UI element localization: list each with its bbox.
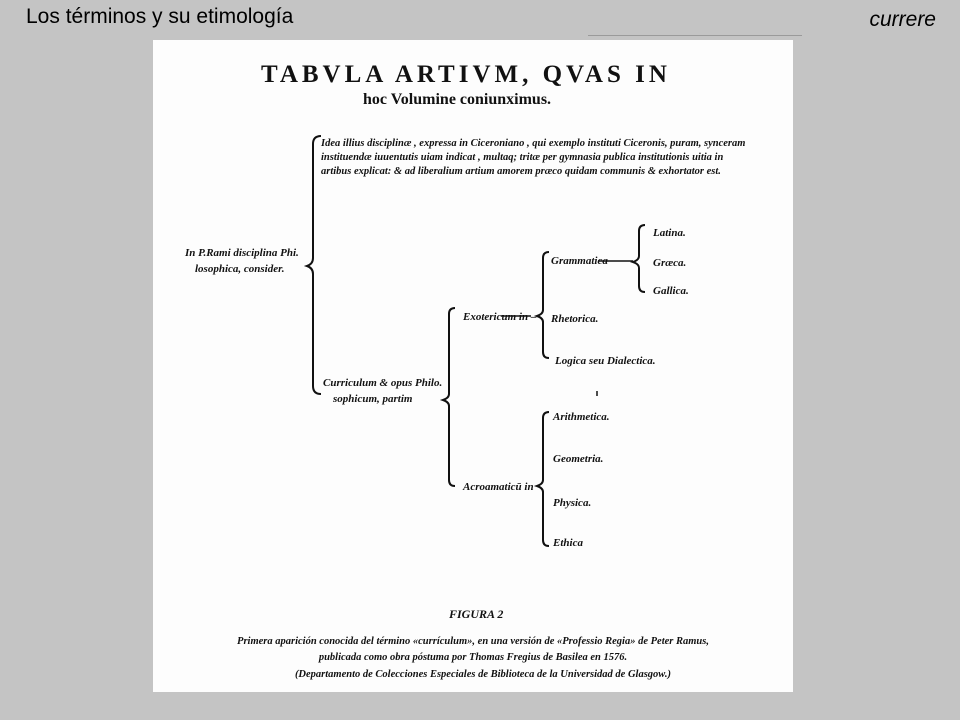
idea-line-2: instituendæ iuuentutis uiam indicat , multaq; tritæ per gymnasia publica institutionis uitia in xyxy=(321,152,724,163)
caption-line-3: (Departamento de Colecciones Especiales de Biblioteca de la Universidad de Glasgow.) xyxy=(294,669,672,680)
acroamaticum-label: Acroamaticū in xyxy=(463,481,534,493)
title-rule xyxy=(588,35,802,36)
language-latina: Latina. xyxy=(653,227,686,239)
root-bracket xyxy=(307,136,321,394)
tree-diagram xyxy=(153,40,793,692)
caption-line-2: publicada como obra póstuma por Thomas Fregius de Basilea en 1576. xyxy=(318,652,628,663)
root-line-2: losophica, consider. xyxy=(195,263,285,275)
language-gallica: Gallica. xyxy=(653,285,689,297)
heading-line-2: hoc Volumine coniunximus. xyxy=(363,91,552,108)
acro-item-physica: Physica. xyxy=(553,497,592,509)
curriculum-line-2: sophicum, partim xyxy=(333,393,413,405)
acro-item-arithmetica: Arithmetica. xyxy=(553,411,610,423)
root-line-1: In P.Rami disciplina Phi. xyxy=(185,247,299,259)
scanned-figure xyxy=(153,40,793,692)
idea-line-1: Idea illius disciplinæ , expressa in Ciceroniano , qui exemplo instituti Ciceronis, puram, synceram xyxy=(321,138,746,149)
language-graeca: Græca. xyxy=(653,257,687,269)
slide-tag: currere xyxy=(869,8,936,31)
acroamaticum-bracket xyxy=(537,412,549,546)
grammatica-label: Grammatica xyxy=(551,255,608,267)
curriculum-line-1: Curriculum & opus Philo. xyxy=(323,377,443,389)
slide-title: Los términos y su etimología xyxy=(26,5,294,28)
exotericum-bracket xyxy=(537,252,549,358)
curriculum-bracket xyxy=(443,308,455,486)
logica-label: Logica seu Dialectica. xyxy=(555,355,656,367)
grammatica-bracket xyxy=(633,225,645,292)
acro-item-ethica: Ethica xyxy=(553,537,583,549)
heading-line-1: TABVLA ARTIVM, QVAS IN xyxy=(261,61,671,88)
exotericum-label: Exotericum in – xyxy=(463,311,537,323)
acro-item-geometria: Geometria. xyxy=(553,453,604,465)
rhetorica-label: Rhetorica. xyxy=(551,313,599,325)
figure-label: FIGURA 2 xyxy=(449,607,504,621)
caption-line-1: Primera aparición conocida del término «currículum», en una versión de «Professio Regia» de Peter Ramus, xyxy=(237,636,709,647)
idea-line-3: artibus explicat: & ad liberalium artium amorem præco quidam communis & exhortator est. xyxy=(321,166,721,177)
